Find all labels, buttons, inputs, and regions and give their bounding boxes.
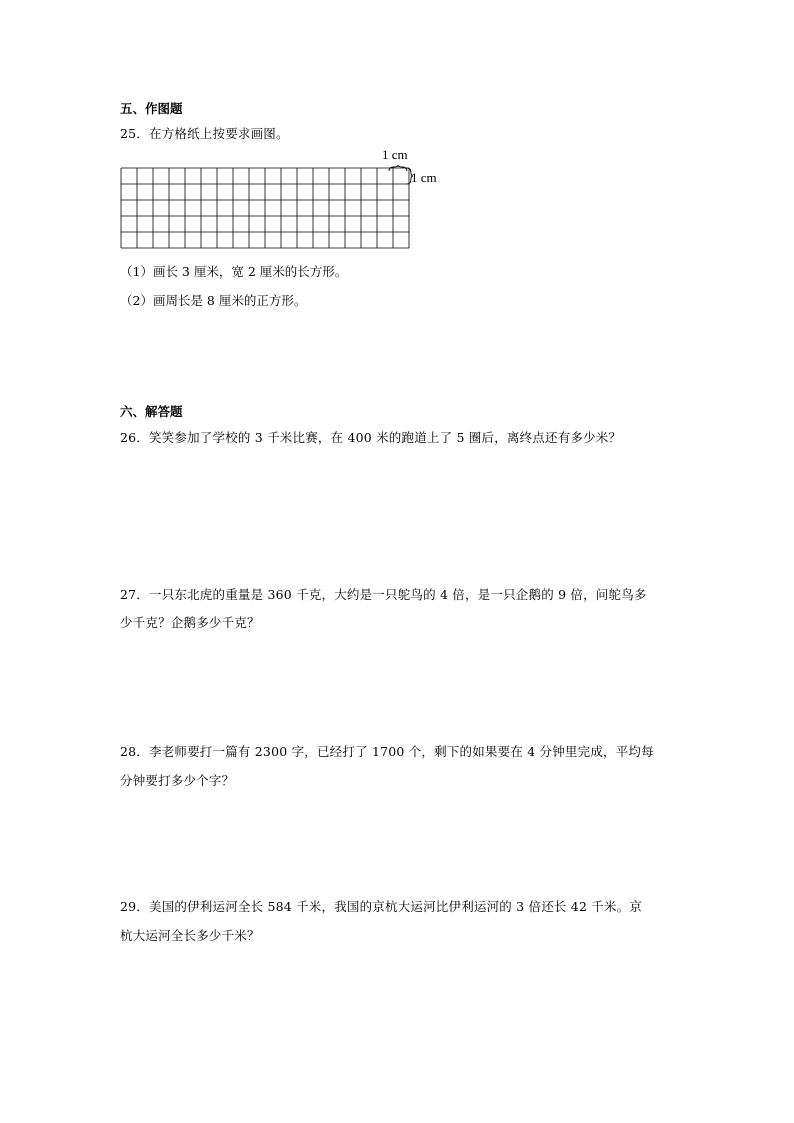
question-28-line-2: 分钟要打多少个字？ <box>120 773 235 788</box>
question-27-line-1: 27．一只东北虎的重量是 360 千克，大约是一只鸵鸟的 4 倍，是一只企鹅的 9 倍，问鸵鸟多 <box>120 587 647 602</box>
question-25-part-1: （1）画长 3 厘米，宽 2 厘米的长方形。 <box>120 264 348 279</box>
section-title-answers: 六、解答题 <box>120 404 183 419</box>
scale-brace-icon <box>386 165 416 191</box>
section-title-drawing: 五、作图题 <box>120 101 183 116</box>
question-26-line-1: 26．笑笑参加了学校的 3 千米比赛，在 400 米的跑道上了 5 圈后，离终点还有多少米？ <box>120 430 622 445</box>
question-28-line-1: 28．李老师要打一篇有 2300 字，已经打了 1700 个，剩下的如果要在 4 分钟里完成，平均每 <box>120 744 654 759</box>
question-29-line-1: 29．美国的伊利运河全长 584 千米，我国的京杭大运河比伊利运河的 3 倍还长 42 千米。京 <box>120 899 643 914</box>
square-grid-paper[interactable] <box>120 167 410 253</box>
scale-label-height: 1 cm <box>411 170 437 185</box>
question-29-line-2: 杭大运河全长多少千米？ <box>120 928 260 943</box>
question-25: 25．在方格纸上按要求画图。 <box>120 126 289 141</box>
question-25-part-2: （2）画周长是 8 厘米的正方形。 <box>120 293 307 308</box>
question-27-line-2: 少千克？企鹅多少千克？ <box>120 615 260 630</box>
scale-label-width: 1 cm <box>382 147 408 162</box>
